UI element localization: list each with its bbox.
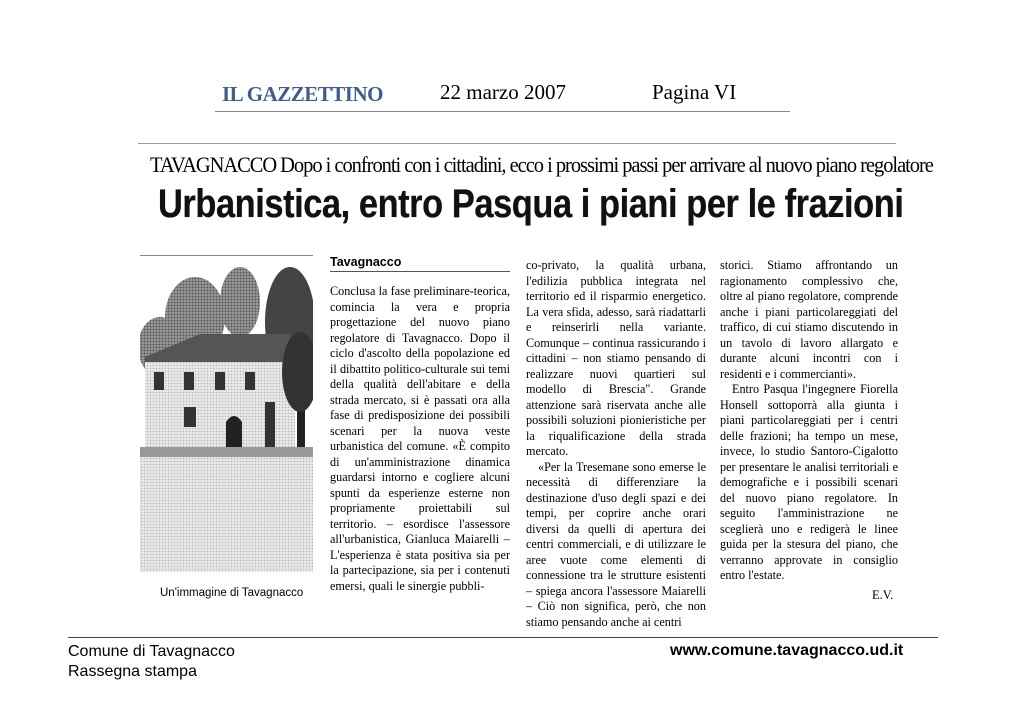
paragraph: «Per la Tresemane sono emerse le necessità di differenziare la destinazione d'uso degli spazi e dei tempi, per coprire anche orari diversi da quelli di apertura dei centri commerciali, e di utilizzare le aree vuote come elementi di connessione tra le strutture esistenti – spiega ancora l'assessore Maiarelli – Ciò non significa, però, che non stiamo pensando anche ai centri <box>526 459 706 629</box>
article-headline: Urbanistica, entro Pasqua i piani per le frazioni <box>158 182 904 226</box>
author-initials: E.V. <box>872 588 894 602</box>
article-top-divider <box>138 143 896 144</box>
footer-divider <box>68 637 938 638</box>
page-number: Pagina VI <box>652 80 737 104</box>
article-column-1 <box>330 284 510 594</box>
footer-line-2: Rassegna stampa <box>68 663 197 680</box>
article-column-2 <box>526 258 706 630</box>
paragraph: storici. Stiamo affrontando un ragionamento complessivo che, oltre al piano regolatore, comprende anche i piani particolareggiati del traffico, di cui stiamo discutendo in un tavolo di lavoro allargato e durante alcuni incontri con i residenti e i commercianti». <box>720 258 898 381</box>
footer-line-1: Comune di Tavagnacco <box>68 643 235 660</box>
article-section-label: Tavagnacco <box>330 255 402 269</box>
section-divider <box>330 271 510 272</box>
tavagnacco-photo <box>140 262 313 572</box>
masthead-logo: IL GAZZETTINO <box>222 82 383 106</box>
footer-source <box>68 642 235 682</box>
article-kicker: TAVAGNACCO Dopo i confronti con i cittadini, ecco i prossimi passi per arrivare al nuovo piano regolatore <box>150 152 933 177</box>
publication-date: 22 marzo 2007 <box>440 80 566 104</box>
photo-divider <box>140 255 313 256</box>
header-divider <box>215 111 790 112</box>
paragraph: Entro Pasqua l'ingegnere Fiorella Honsell sottoporrà alla giunta i piani particolareggiati per i centri delle frazioni; ha tempo un mese, invece, lo studio Santoro-Cigalotto per presentare le analisi territoriali e demografiche e i possibili scenari del nuovo piano regolatore. In seguito l'amministrazione ne sceglierà uno e redigerà le linee guida per la stesura del piano, che verranno approvate in consiglio entro l'estate. <box>720 382 898 582</box>
paragraph: Conclusa la fase preliminare-teorica, comincia la vera e propria progettazione del nuovo piano regolatore di Tavagnacco. Dopo il ciclo d'ascolto della popolazione ed il dibattito politico-culturale sui temi della qualità dell'abitare e della strada mercato, si è passati ora alla fase di predisposizione dei possibili scenari per la nuova veste urbanistica del comune. «È compito di un'amministrazione dinamica guardarsi intorno e cogliere alcuni spunti da esperienze esterne non propriamente proiettabili sul territorio. – esordisce l'assessore all'urbanistica, Gianluca Maiarelli – L'esperienza è stata positiva sia per la partecipazione, sia per i contenuti emersi, quali le sinergie pubbli- <box>330 284 510 593</box>
paragraph: co-privato, la qualità urbana, l'edilizia pubblica integrata nel territorio ed il risparmio energetico. La vera sfida, adesso, sarà riadattarli e reinserirli nella variante. Comunque – continua rassicurando i cittadini – non stiamo pensando di realizzare nuovi quartieri sul modello di Brescia". Grande attenzione sarà riservata anche alle possibili soluzioni pionieristiche per la riqualificazione della strada mercato. <box>526 258 706 458</box>
photo-caption: Un'immagine di Tavagnacco <box>160 587 304 599</box>
article-column-3 <box>720 258 898 584</box>
footer-website: www.comune.tavagnacco.ud.it <box>670 642 904 659</box>
